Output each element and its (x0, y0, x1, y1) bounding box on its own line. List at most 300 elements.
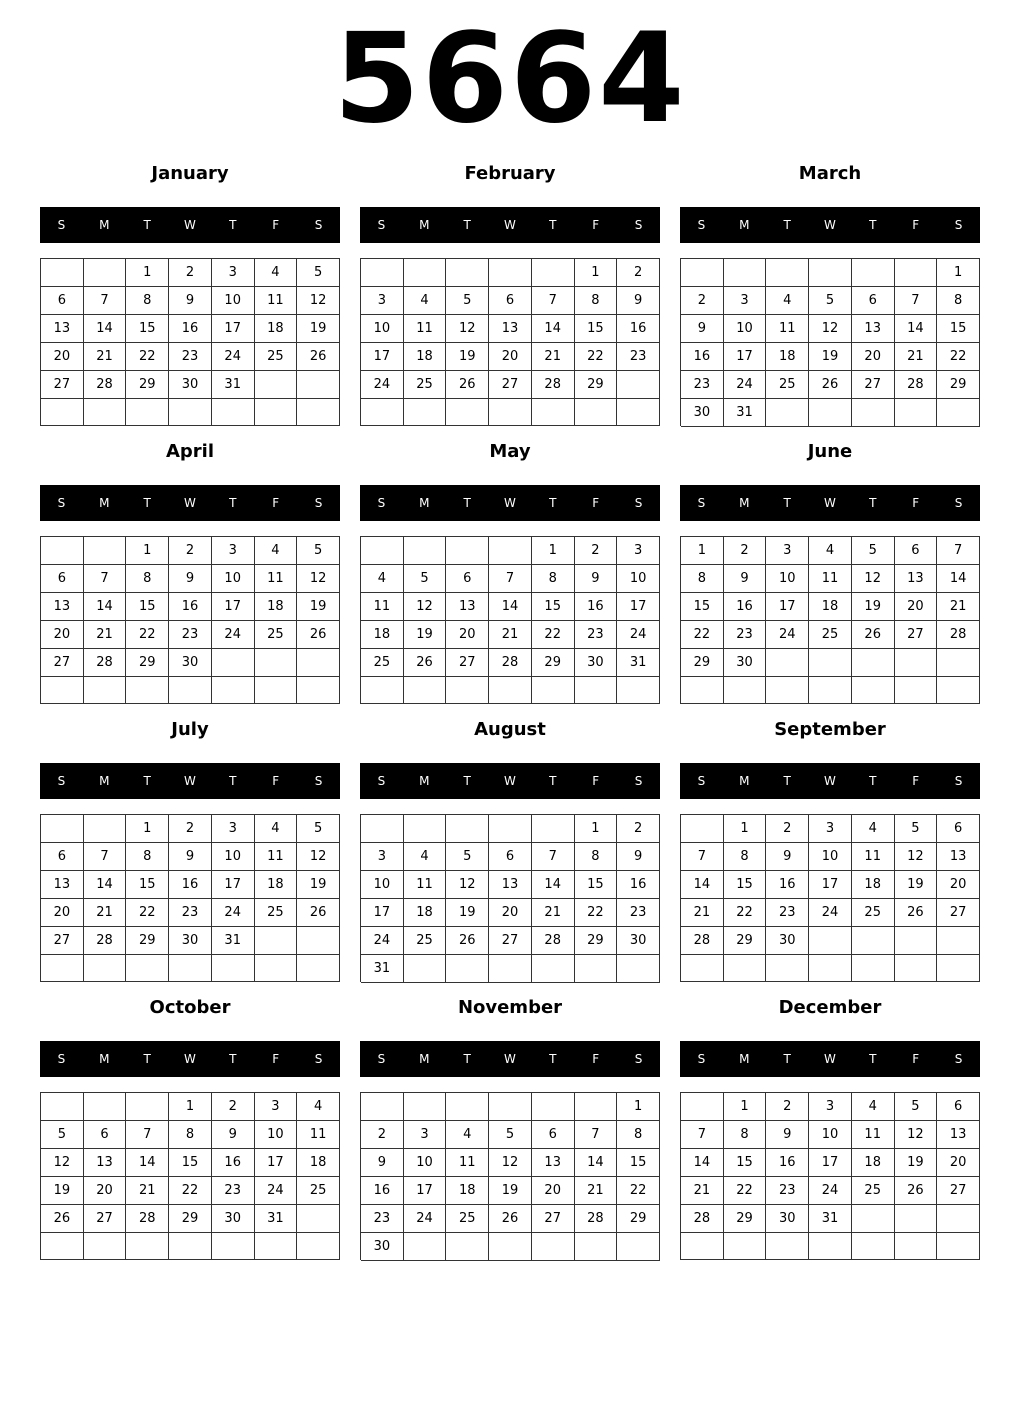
day-cell: 2 (617, 815, 660, 843)
weekday-label: W (824, 496, 836, 510)
day-cell: 15 (575, 315, 618, 343)
day-cell: 7 (84, 287, 127, 315)
day-cell: 18 (255, 871, 298, 899)
day-cell: 19 (489, 1177, 532, 1205)
day-cell: 28 (937, 621, 980, 649)
day-cell: 29 (937, 371, 980, 399)
day-cell: 1 (575, 815, 618, 843)
day-cell: 24 (809, 1177, 852, 1205)
month-name: November (457, 997, 563, 1018)
day-cell (41, 1233, 84, 1260)
day-cell: 27 (895, 621, 938, 649)
day-cell: 17 (212, 871, 255, 899)
day-cell: 23 (766, 1177, 809, 1205)
weekday-label: M (419, 218, 430, 232)
day-cell: 11 (255, 287, 298, 315)
day-cell (404, 259, 447, 287)
day-cell: 23 (169, 621, 212, 649)
day-cell: 29 (724, 1205, 767, 1233)
day-cell: 30 (724, 649, 767, 677)
day-cell: 31 (212, 927, 255, 955)
day-cell: 6 (532, 1121, 575, 1149)
day-cell: 1 (724, 1093, 767, 1121)
day-cell: 26 (297, 899, 340, 927)
day-cell (532, 815, 575, 843)
day-cell: 24 (212, 621, 255, 649)
day-grid (680, 258, 980, 426)
month-name: October (149, 997, 231, 1018)
day-cell: 15 (532, 593, 575, 621)
day-grid (40, 814, 340, 982)
weekday-label: M (99, 1052, 110, 1066)
day-cell: 28 (575, 1205, 618, 1233)
day-cell: 3 (766, 537, 809, 565)
day-cell: 22 (617, 1177, 660, 1205)
day-cell: 23 (212, 1177, 255, 1205)
day-cell (575, 677, 618, 704)
day-cell: 15 (724, 1149, 767, 1177)
day-cell: 4 (766, 287, 809, 315)
day-cell: 17 (212, 315, 255, 343)
day-cell: 12 (489, 1149, 532, 1177)
day-cell: 25 (255, 899, 298, 927)
weekday-header (360, 485, 660, 521)
day-cell: 27 (446, 649, 489, 677)
day-cell: 2 (575, 537, 618, 565)
day-cell: 29 (126, 649, 169, 677)
weekday-header (40, 485, 340, 521)
weekday-label: F (272, 496, 280, 510)
day-cell (681, 955, 724, 982)
day-cell (41, 399, 84, 426)
day-cell: 11 (361, 593, 404, 621)
day-cell: 11 (404, 871, 447, 899)
day-cell: 7 (681, 843, 724, 871)
day-cell: 25 (297, 1177, 340, 1205)
day-cell: 23 (617, 899, 660, 927)
day-cell: 23 (724, 621, 767, 649)
day-cell (41, 955, 84, 982)
day-cell: 28 (84, 927, 127, 955)
day-cell: 2 (766, 815, 809, 843)
day-cell (169, 1233, 212, 1260)
day-cell (41, 815, 84, 843)
weekday-header (40, 1041, 340, 1077)
day-cell (895, 259, 938, 287)
day-cell: 30 (575, 649, 618, 677)
day-cell: 17 (809, 1149, 852, 1177)
day-cell: 31 (212, 371, 255, 399)
day-cell: 16 (724, 593, 767, 621)
day-cell: 8 (724, 843, 767, 871)
day-cell: 11 (446, 1149, 489, 1177)
weekday-label: S (377, 1052, 386, 1066)
weekday-label: S (377, 218, 386, 232)
day-cell: 18 (404, 899, 447, 927)
weekday-label: S (57, 218, 66, 232)
weekday-label: S (954, 218, 963, 232)
day-cell: 4 (255, 815, 298, 843)
day-cell (297, 1205, 340, 1233)
day-cell: 14 (84, 871, 127, 899)
month-name: February (464, 163, 556, 184)
weekday-label: F (912, 496, 920, 510)
day-cell (404, 677, 447, 704)
day-cell: 17 (361, 899, 404, 927)
day-cell (126, 1093, 169, 1121)
day-cell: 2 (724, 537, 767, 565)
day-cell (809, 1233, 852, 1260)
day-cell (212, 649, 255, 677)
day-cell (84, 1093, 127, 1121)
day-cell: 17 (361, 343, 404, 371)
day-cell: 28 (681, 1205, 724, 1233)
day-cell (404, 955, 447, 983)
day-cell: 31 (724, 399, 767, 427)
day-cell (937, 955, 980, 982)
day-cell: 19 (41, 1177, 84, 1205)
day-cell: 26 (895, 899, 938, 927)
weekday-label: T (229, 218, 237, 232)
day-cell: 4 (446, 1121, 489, 1149)
day-cell: 20 (937, 871, 980, 899)
day-cell: 12 (404, 593, 447, 621)
day-cell (809, 955, 852, 982)
day-cell: 12 (895, 843, 938, 871)
day-cell: 5 (809, 287, 852, 315)
day-cell: 21 (937, 593, 980, 621)
day-cell: 2 (169, 537, 212, 565)
day-cell: 4 (852, 815, 895, 843)
weekday-label: S (697, 218, 706, 232)
day-cell: 27 (41, 371, 84, 399)
day-cell: 1 (126, 815, 169, 843)
day-cell: 18 (852, 1149, 895, 1177)
day-cell: 22 (937, 343, 980, 371)
day-grid (680, 536, 980, 704)
weekday-label: T (783, 774, 791, 788)
day-cell (446, 955, 489, 983)
day-cell: 23 (169, 343, 212, 371)
day-cell: 2 (681, 287, 724, 315)
day-cell: 9 (766, 1121, 809, 1149)
day-cell: 8 (617, 1121, 660, 1149)
day-cell: 26 (404, 649, 447, 677)
day-cell (404, 1233, 447, 1261)
day-cell (766, 259, 809, 287)
day-cell: 7 (84, 565, 127, 593)
day-cell: 7 (489, 565, 532, 593)
day-cell: 3 (255, 1093, 298, 1121)
day-cell (617, 955, 660, 983)
day-cell: 13 (41, 593, 84, 621)
day-cell: 5 (852, 537, 895, 565)
day-cell: 20 (489, 343, 532, 371)
weekday-label: T (869, 496, 877, 510)
day-cell: 28 (84, 649, 127, 677)
day-cell: 31 (255, 1205, 298, 1233)
day-cell (681, 1093, 724, 1121)
day-cell (681, 815, 724, 843)
month-name: December (778, 997, 882, 1018)
day-cell: 14 (575, 1149, 618, 1177)
weekday-label: T (463, 774, 471, 788)
day-cell: 5 (297, 537, 340, 565)
day-cell: 27 (532, 1205, 575, 1233)
day-cell (84, 259, 127, 287)
day-cell (126, 955, 169, 982)
weekday-label: T (143, 218, 151, 232)
day-cell: 4 (361, 565, 404, 593)
day-cell: 11 (255, 843, 298, 871)
day-cell: 3 (361, 287, 404, 315)
day-cell (446, 399, 489, 426)
day-cell: 25 (255, 343, 298, 371)
day-cell: 14 (84, 315, 127, 343)
weekday-label: F (272, 218, 280, 232)
day-cell: 13 (532, 1149, 575, 1177)
day-cell (895, 677, 938, 704)
weekday-label: S (314, 218, 323, 232)
day-cell: 15 (126, 315, 169, 343)
day-cell (489, 259, 532, 287)
day-cell: 13 (41, 315, 84, 343)
day-cell: 1 (532, 537, 575, 565)
weekday-header (40, 763, 340, 799)
day-cell: 27 (41, 649, 84, 677)
weekday-header (360, 207, 660, 243)
day-cell: 27 (41, 927, 84, 955)
weekday-label: F (912, 774, 920, 788)
day-cell (255, 955, 298, 982)
weekday-label: T (229, 774, 237, 788)
day-cell (361, 537, 404, 565)
day-cell: 25 (404, 927, 447, 955)
day-cell: 22 (126, 621, 169, 649)
day-cell (297, 371, 340, 399)
day-grid (360, 1092, 660, 1260)
weekday-label: T (463, 496, 471, 510)
day-cell: 25 (255, 621, 298, 649)
day-cell: 21 (84, 343, 127, 371)
day-cell (895, 955, 938, 982)
day-grid (40, 536, 340, 704)
day-cell: 24 (404, 1205, 447, 1233)
day-cell (489, 1233, 532, 1261)
month-name: May (489, 441, 531, 462)
day-cell: 22 (724, 899, 767, 927)
day-cell: 22 (681, 621, 724, 649)
day-cell: 19 (446, 899, 489, 927)
day-cell: 19 (895, 1149, 938, 1177)
day-cell: 6 (41, 565, 84, 593)
day-cell (446, 677, 489, 704)
weekday-header (680, 1041, 980, 1077)
day-cell (895, 1205, 938, 1233)
day-cell: 20 (937, 1149, 980, 1177)
day-cell: 10 (766, 565, 809, 593)
day-cell: 26 (489, 1205, 532, 1233)
weekday-label: M (99, 774, 110, 788)
day-cell: 1 (617, 1093, 660, 1121)
day-cell: 16 (169, 593, 212, 621)
day-cell (724, 259, 767, 287)
day-cell: 15 (937, 315, 980, 343)
weekday-label: W (824, 774, 836, 788)
day-cell: 5 (489, 1121, 532, 1149)
weekday-label: F (912, 218, 920, 232)
weekday-label: M (739, 1052, 750, 1066)
day-cell: 18 (255, 315, 298, 343)
day-cell: 18 (766, 343, 809, 371)
day-cell: 18 (255, 593, 298, 621)
day-cell: 19 (852, 593, 895, 621)
day-cell (361, 677, 404, 704)
day-cell: 8 (126, 287, 169, 315)
day-cell: 4 (404, 843, 447, 871)
weekday-label: T (143, 774, 151, 788)
weekday-label: W (184, 1052, 196, 1066)
month-name: July (171, 719, 209, 740)
weekday-label: T (463, 218, 471, 232)
day-cell (212, 677, 255, 704)
weekday-label: S (954, 496, 963, 510)
day-cell (255, 371, 298, 399)
day-cell: 12 (446, 315, 489, 343)
day-cell (212, 1233, 255, 1260)
day-cell: 9 (212, 1121, 255, 1149)
day-cell: 28 (532, 371, 575, 399)
day-cell (617, 1233, 660, 1261)
day-cell: 15 (724, 871, 767, 899)
month-name: January (151, 163, 229, 184)
day-cell (489, 955, 532, 983)
day-cell (532, 399, 575, 426)
day-cell (809, 399, 852, 427)
day-cell: 21 (575, 1177, 618, 1205)
day-cell (852, 1205, 895, 1233)
day-cell: 31 (809, 1205, 852, 1233)
day-cell: 21 (489, 621, 532, 649)
day-cell: 15 (575, 871, 618, 899)
day-cell: 22 (575, 899, 618, 927)
day-cell: 23 (361, 1205, 404, 1233)
day-cell: 8 (575, 287, 618, 315)
day-cell: 6 (937, 1093, 980, 1121)
day-cell: 26 (297, 621, 340, 649)
weekday-label: M (99, 496, 110, 510)
day-cell: 7 (681, 1121, 724, 1149)
month-name: June (807, 441, 853, 462)
day-cell (446, 1233, 489, 1261)
weekday-label: W (184, 496, 196, 510)
weekday-label: S (377, 774, 386, 788)
day-cell: 25 (852, 899, 895, 927)
day-cell: 15 (169, 1149, 212, 1177)
day-cell: 10 (361, 315, 404, 343)
day-cell: 5 (297, 815, 340, 843)
day-cell: 31 (361, 955, 404, 983)
day-cell (41, 1093, 84, 1121)
day-cell (489, 815, 532, 843)
day-cell: 6 (41, 843, 84, 871)
day-cell (681, 1233, 724, 1260)
day-cell: 28 (489, 649, 532, 677)
day-cell: 13 (41, 871, 84, 899)
day-cell: 21 (532, 899, 575, 927)
day-cell (809, 259, 852, 287)
weekday-label: S (954, 774, 963, 788)
day-cell: 18 (809, 593, 852, 621)
day-cell: 9 (617, 287, 660, 315)
day-cell: 20 (489, 899, 532, 927)
day-cell: 10 (255, 1121, 298, 1149)
day-cell: 2 (766, 1093, 809, 1121)
weekday-label: T (463, 1052, 471, 1066)
day-cell: 30 (766, 1205, 809, 1233)
weekday-label: W (504, 218, 516, 232)
day-cell: 3 (404, 1121, 447, 1149)
day-cell: 10 (212, 565, 255, 593)
day-cell: 1 (681, 537, 724, 565)
day-cell: 12 (895, 1121, 938, 1149)
day-cell (212, 955, 255, 982)
day-cell (255, 1233, 298, 1260)
day-cell: 30 (617, 927, 660, 955)
day-cell: 13 (937, 1121, 980, 1149)
weekday-label: W (504, 774, 516, 788)
day-cell: 24 (809, 899, 852, 927)
weekday-label: F (272, 1052, 280, 1066)
day-cell: 30 (361, 1233, 404, 1261)
day-cell: 7 (126, 1121, 169, 1149)
month-name: August (474, 719, 546, 740)
day-cell: 7 (532, 843, 575, 871)
weekday-label: F (912, 1052, 920, 1066)
day-cell (404, 399, 447, 426)
day-cell: 27 (937, 1177, 980, 1205)
day-cell: 14 (532, 871, 575, 899)
day-cell: 9 (169, 565, 212, 593)
day-cell (575, 399, 618, 426)
day-cell (446, 537, 489, 565)
day-cell (489, 677, 532, 704)
weekday-header (360, 1041, 660, 1077)
weekday-label: S (697, 1052, 706, 1066)
weekday-label: F (592, 1052, 600, 1066)
day-grid (40, 258, 340, 426)
day-cell: 27 (84, 1205, 127, 1233)
day-cell: 20 (852, 343, 895, 371)
day-cell: 31 (617, 649, 660, 677)
day-cell: 20 (446, 621, 489, 649)
day-cell: 11 (297, 1121, 340, 1149)
weekday-label: T (229, 1052, 237, 1066)
month-name: April (165, 441, 215, 462)
day-cell: 20 (41, 899, 84, 927)
day-cell: 29 (575, 927, 618, 955)
day-cell: 21 (681, 1177, 724, 1205)
day-cell: 5 (895, 1093, 938, 1121)
day-cell: 10 (809, 1121, 852, 1149)
day-cell (724, 955, 767, 982)
weekday-label: S (57, 496, 66, 510)
day-cell: 6 (489, 843, 532, 871)
day-cell (126, 399, 169, 426)
day-cell (852, 1233, 895, 1260)
day-cell: 9 (169, 843, 212, 871)
day-cell: 12 (41, 1149, 84, 1177)
